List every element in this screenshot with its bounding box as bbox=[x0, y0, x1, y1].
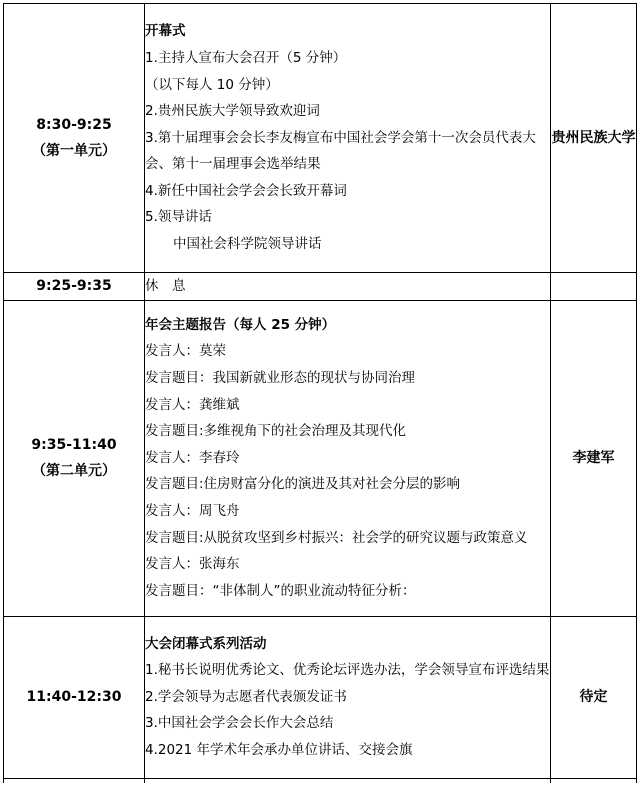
list-item: 发言人：李春玲 bbox=[145, 449, 240, 466]
cut-cell bbox=[4, 778, 145, 783]
table-row-cut bbox=[4, 778, 637, 783]
time-range: 9:25-9:35 bbox=[36, 278, 112, 295]
host-cell: 待定 bbox=[551, 616, 637, 778]
host-cell: 李建军 bbox=[551, 300, 637, 616]
list-item: 发言题目:从脱贫攻坚到乡村振兴：社会学的研究议题与政策意义 bbox=[145, 529, 528, 546]
schedule-table bbox=[3, 3, 637, 783]
content-cell bbox=[145, 616, 551, 778]
time-cell bbox=[4, 273, 145, 301]
list-item: 发言题目:住房财富分化的演进及其对社会分层的影响 bbox=[145, 476, 461, 493]
list-item: 发言人：周飞舟 bbox=[145, 502, 240, 519]
content-cell bbox=[145, 273, 551, 301]
cut-cell bbox=[551, 778, 637, 783]
time-cell bbox=[4, 300, 145, 616]
time-range: 8:30-9:25 bbox=[36, 117, 112, 133]
unit-label: （第二单元） bbox=[32, 463, 116, 480]
list-item: 4.新任中国社会学会会长致开幕词 bbox=[145, 182, 347, 199]
list-item: 1.主持人宣布大会召开（5 分钟） bbox=[145, 49, 347, 66]
content-cell bbox=[145, 4, 551, 273]
list-item: 5.领导讲话 bbox=[145, 209, 212, 226]
list-item: 发言题目:多维视角下的社会治理及其现代化 bbox=[145, 423, 407, 440]
table-row bbox=[4, 273, 637, 301]
list-item: 中国社会科学院领导讲话 bbox=[173, 236, 322, 253]
time-cell bbox=[4, 616, 145, 778]
list-item: 发言人：莫荣 bbox=[145, 343, 226, 360]
section-heading: 开幕式 bbox=[145, 23, 186, 40]
list-item: 4.2021 年学术年会承办单位讲话、交接会旗 bbox=[145, 741, 413, 758]
list-item: 3.第十届理事会会长李友梅宣布中国社会学会第十一次会员代表大会、第十一届理事会选举结果 bbox=[145, 129, 536, 173]
time-range: 11:40-12:30 bbox=[26, 689, 122, 706]
section-heading: 年会主题报告（每人 25 分钟） bbox=[145, 316, 336, 333]
list-item: 发言题目：“非体制人”的职业流动特征分析： bbox=[145, 582, 416, 599]
cut-cell bbox=[145, 778, 551, 783]
time-range: 9:35-11:40 bbox=[31, 437, 117, 454]
list-item: 发言题目：我国新就业形态的现状与协同治理 bbox=[145, 370, 415, 387]
host-cell: 贵州民族大学 bbox=[551, 4, 637, 273]
host-cell bbox=[551, 273, 637, 301]
content-cell bbox=[145, 300, 551, 616]
list-item: （以下每人 10 分钟） bbox=[145, 76, 279, 93]
list-item: 3.中国社会学会会长作大会总结 bbox=[145, 715, 334, 732]
list-item: 2.学会领导为志愿者代表颁发证书 bbox=[145, 688, 347, 705]
section-heading: 大会闭幕式系列活动 bbox=[145, 635, 267, 652]
break-label: 休 息 bbox=[145, 278, 186, 294]
list-item: 发言人：龚维斌 bbox=[145, 396, 240, 413]
table-row bbox=[4, 616, 637, 778]
time-cell bbox=[4, 4, 145, 273]
table-row bbox=[4, 4, 637, 273]
list-item: 2.贵州民族大学领导致欢迎词 bbox=[145, 103, 320, 120]
list-item: 发言人：张海东 bbox=[145, 556, 240, 573]
table-row bbox=[4, 300, 637, 616]
unit-label: （第一单元） bbox=[32, 143, 116, 159]
list-item: 1.秘书长说明优秀论文、优秀论坛评选办法，学会领导宣布评选结果 bbox=[145, 662, 550, 679]
